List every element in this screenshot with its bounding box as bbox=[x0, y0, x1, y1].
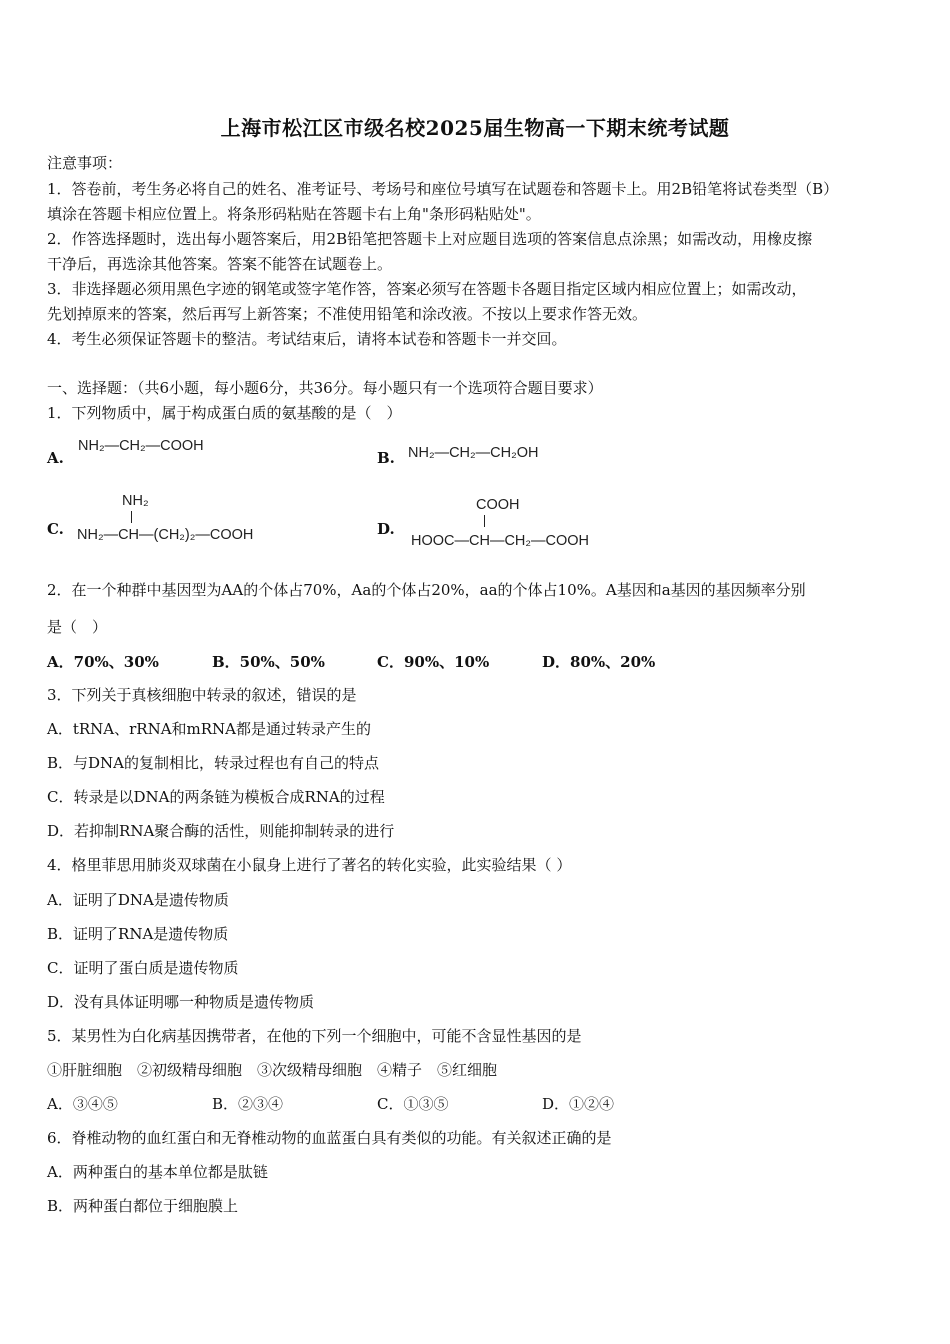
q3-option-d: D．若抑制RNA聚合酶的活性，则能抑制转录的进行 bbox=[47, 822, 395, 840]
question-5-stem: 5．某男性为白化病基因携带者，在他的下列一个细胞中，可能不含显性基因的是 bbox=[47, 1027, 582, 1045]
q6-option-a: A．两种蛋白的基本单位都是肽链 bbox=[47, 1163, 268, 1181]
q6-option-b: B．两种蛋白都位于细胞膜上 bbox=[47, 1197, 239, 1215]
q1-option-c-formula: NH₂—CH—(CH₂)₂—COOH bbox=[77, 527, 254, 543]
q1-option-c-label: C. bbox=[47, 520, 64, 538]
notice-line: 2．作答选择题时，选出每小题答案后，用2B铅笔把答题卡上对应题目选项的答案信息点涂黑；如需改动，用橡皮擦 bbox=[47, 230, 813, 248]
q4-option-a: A．证明了DNA是遗传物质 bbox=[47, 891, 229, 909]
q4-option-b: B．证明了RNA是遗传物质 bbox=[47, 925, 229, 943]
question-5-items: ①肝脏细胞 ②初级精母细胞 ③次级精母细胞 ④精子 ⑤红细胞 bbox=[47, 1061, 498, 1079]
q5-option-b: B．②③④ bbox=[212, 1095, 284, 1113]
notice-heading: 注意事项： bbox=[47, 154, 123, 172]
q1-option-d-top-group: COOH bbox=[476, 497, 520, 513]
q2-option-c: C．90%、10% bbox=[377, 653, 490, 671]
q3-option-a: A．tRNA、rRNA和mRNA都是通过转录产生的 bbox=[47, 720, 372, 738]
q1-option-c-top-group: NH₂ bbox=[122, 493, 149, 509]
page-title: 上海市松江区市级名校2025届生物高一下期末统考试题 bbox=[220, 116, 730, 140]
q3-option-c: C．转录是以DNA的两条链为模板合成RNA的过程 bbox=[47, 788, 385, 806]
q1-option-d-label: D. bbox=[377, 520, 395, 538]
question-6-stem: 6．脊椎动物的血红蛋白和无脊椎动物的血蓝蛋白具有类似的功能。有关叙述正确的是 bbox=[47, 1129, 612, 1147]
q1-option-b-formula: NH₂—CH₂—CH₂OH bbox=[408, 445, 539, 461]
q2-option-b: B．50%、50% bbox=[212, 653, 325, 671]
q1-option-c-bond bbox=[131, 511, 132, 523]
q1-option-d-bond bbox=[484, 515, 485, 527]
q5-option-a: A．③④⑤ bbox=[47, 1095, 118, 1113]
q1-option-d-formula: HOOC—CH—CH₂—COOH bbox=[411, 533, 590, 549]
notice-line: 3．非选择题必须用黑色字迹的钢笔或签字笔作答，答案必须写在答题卡各题目指定区域内相应位置上；如需改动， bbox=[47, 280, 807, 298]
q4-option-c: C．证明了蛋白质是遗传物质 bbox=[47, 959, 239, 977]
notice-line: 4．考生必须保证答题卡的整洁。考试结束后，请将本试卷和答题卡一并交回。 bbox=[47, 330, 567, 348]
notice-line: 干净后，再选涂其他答案。答案不能答在试题卷上。 bbox=[47, 255, 393, 273]
q2-option-a: A．70%、30% bbox=[47, 653, 159, 671]
notice-line: 1．答卷前，考生务必将自己的姓名、准考证号、考场号和座位号填写在试题卷和答题卡上。用2B铅笔将试卷类型（B） bbox=[47, 180, 839, 198]
q1-option-a-formula: NH₂—CH₂—COOH bbox=[78, 438, 204, 454]
q3-option-b: B．与DNA的复制相比，转录过程也有自己的特点 bbox=[47, 754, 380, 772]
question-2-stem-cont: 是（ ） bbox=[47, 618, 108, 636]
question-1-stem: 1．下列物质中，属于构成蛋白质的氨基酸的是（ ） bbox=[47, 404, 402, 422]
q4-option-d: D．没有具体证明哪一种物质是遗传物质 bbox=[47, 993, 315, 1011]
q2-option-d: D．80%、20% bbox=[542, 653, 656, 671]
q1-option-a-label: A. bbox=[47, 449, 64, 467]
q5-option-d: D．①②④ bbox=[542, 1095, 615, 1113]
notice-line: 填涂在答题卡相应位置上。将条形码粘贴在答题卡右上角"条形码粘贴处"。 bbox=[47, 205, 541, 223]
section-heading: 一、选择题：（共6小题，每小题6分，共36分。每小题只有一个选项符合题目要求） bbox=[47, 379, 603, 397]
question-3-stem: 3．下列关于真核细胞中转录的叙述，错误的是 bbox=[47, 686, 357, 704]
notice-line: 先划掉原来的答案，然后再写上新答案；不准使用铅笔和涂改液。不按以上要求作答无效。 bbox=[47, 305, 648, 323]
question-4-stem: 4．格里菲思用肺炎双球菌在小鼠身上进行了著名的转化实验，此实验结果（ ） bbox=[47, 856, 572, 874]
q5-option-c: C．①③⑤ bbox=[377, 1095, 449, 1113]
q1-option-b-label: B. bbox=[377, 449, 395, 467]
question-2-stem: 2．在一个种群中基因型为AA的个体占70%，Aa的个体占20%，aa的个体占10%。A基因和a基因的基因频率分别 bbox=[47, 581, 806, 599]
